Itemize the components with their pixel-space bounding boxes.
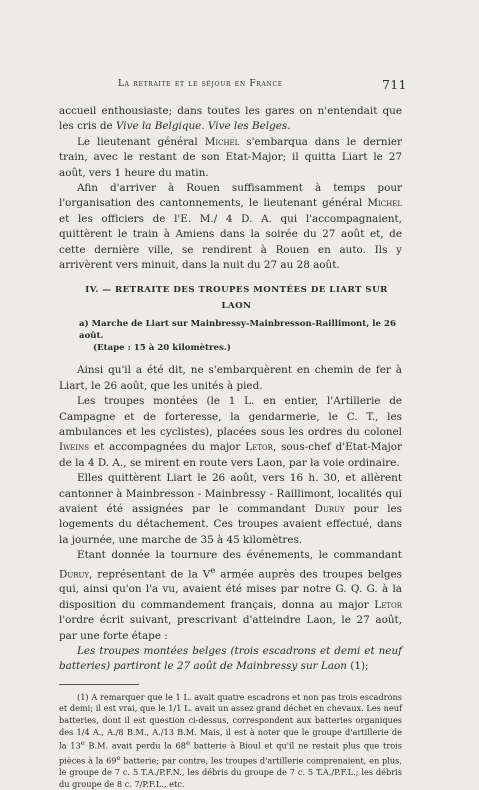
paragraph-7	[59, 548, 402, 644]
person-name: Duruy	[314, 502, 345, 515]
section-title: IV. — RETRAITE DES TROUPES MONTÉES DE LIART SUR LAON	[85, 285, 388, 311]
footnote-text-b: B.M. avait perdu la 68	[84, 740, 186, 751]
paragraph-4: Ainsi qu'il a été dit, ne s'embarquèrent en chemin de fer à Liart, le 26 août, que les unités à pied.	[59, 364, 402, 392]
sub-section-title	[79, 318, 402, 354]
running-head: La retraite et le séjour en France	[118, 79, 283, 89]
paragraph-8	[59, 644, 402, 675]
paragraph-5-text-b: et accompagnées du major	[89, 441, 246, 454]
paragraph-2-text-b: s'embarqua dans le dernier train, avec le restant de son Etat-Major; il quitta Liart le 27 août, vers 1 heure du matin.	[59, 135, 403, 179]
footnote-reference: (1);	[347, 660, 369, 673]
footnote	[59, 692, 402, 790]
page-number: 711	[382, 77, 407, 92]
person-name: Letor	[374, 598, 402, 611]
person-name: Duruy	[59, 568, 90, 581]
paragraph-6-text-b: pour les logements du détachement. Ces troupes avaient effectué, dans la journée, une marche de 35 à 45 kilomètres.	[59, 502, 402, 546]
sub-title-line-1: a) Marche de Liart sur Mainbressy-Mainbresson-Raillimont, le 26 août.	[79, 319, 396, 342]
paragraph-6	[59, 471, 402, 548]
paragraph-7-text-b: , représentant de la V	[89, 568, 211, 581]
paragraph-3-text-a: Afin d'arriver à Rouen suffisamment à temps pour l'organisation des cantonnements, le lieutenant général	[59, 182, 402, 210]
paragraph-1	[59, 104, 402, 135]
footnote-text-d: batterie; par contre, les troupes d'artillerie comprenaient, en plus, le groupe de 7 c. 5 T.A./P.F.N., les débris du groupe de 7 c. 5 T.A./P.F.L.; les débris du groupe de 8 c. 7/P.F.L., etc.	[59, 755, 402, 789]
page-body	[59, 104, 402, 790]
paragraph-7-text-d: l'ordre écrit suivant, prescrivant d'atteindre Laon, le 27 août, par une forte étape :	[59, 614, 402, 642]
paragraph-7-text-a: Etant donnée la tournure des événements, le commandant	[77, 549, 402, 562]
paragraph-6-text-a: Elles quittèrent Liart le 26 août, vers 16 h. 30, et allèrent cantonner à Mainbresson - Mainbressy - Raillimont, localités qui avaient été assignées par le commandant	[59, 472, 402, 515]
paragraph-3	[59, 181, 402, 273]
person-name: Letor	[245, 441, 273, 454]
paragraph-3-text-b: et les officiers de l'E. M./ 4 D. A. qui l'accompagnaient, quittèrent le train à Amiens dans la soirée du 27 août et, de cette dernière ville, se rendirent à Rouen en auto. Ils y arrivèrent vers minuit, dans la nuit du 27 au 28 août.	[59, 212, 402, 272]
quoted-order: Les troupes montées belges (trois escadrons et demi et neuf batteries) partiront le 27 août de Mainbressy sur Laon	[59, 645, 402, 673]
paragraph-5-text-c: , sous-chef d'Etat-Major de la 4 D. A., se mirent en route vers Laon, par la voie ordinaire.	[59, 441, 402, 469]
person-name: Michel	[367, 197, 402, 210]
superscript: e	[185, 739, 191, 748]
footnote-divider	[59, 684, 139, 685]
footnote-text-a: (1) A remarquer que le 1 L. avait quatre escadrons et non pas trois escadrons et demi; il est vrai, que le 1/1 L. avait un assez grand déchet en chevaux. Les neuf batteries, dont il est question ci-dessus, correspondent aux batteries organiques des 1/4 A., A./8 B.M., A./13 B.M. Mais, il est à noter que le groupe d'artillerie de la 13	[59, 691, 402, 751]
paragraph-5	[59, 394, 402, 471]
superscript: e	[210, 565, 216, 576]
paragraph-1-text: accueil enthousiaste; dans toutes les gares on n'entendait que les cris de	[59, 105, 402, 133]
person-name: Iweins	[59, 441, 90, 454]
paragraph-2	[59, 135, 402, 181]
paragraph-5-text-a: Les troupes montées (le 1 L. en entier, l'Artillerie de Campagne et de forteresse, la gendarmerie, le C. T., les ambulances et les cyclistes), placées sous les ordres du colonel	[59, 395, 402, 438]
superscript: e	[80, 739, 85, 748]
paragraph-2-text-a: Le lieutenant général	[77, 135, 205, 148]
footnote-text-c: batterie à Bioul et qu'il ne restait plus que trois pièces à la 69	[59, 740, 402, 766]
sub-title-line-2: (Etape : 15 à 20 kilomètres.)	[93, 343, 231, 354]
superscript: e	[116, 753, 121, 762]
page-header	[0, 79, 479, 93]
paragraph-1-italic: Vive la Belgique. Vive les Belges.	[115, 120, 291, 133]
person-name: Michel	[204, 135, 240, 148]
paragraph-7-text-c: armée auprès des troupes belges qui, ainsi qu'on l'a vu, avaient été mises par notre G. Q. G. à la disposition du commandement français, donna au major	[59, 568, 402, 611]
